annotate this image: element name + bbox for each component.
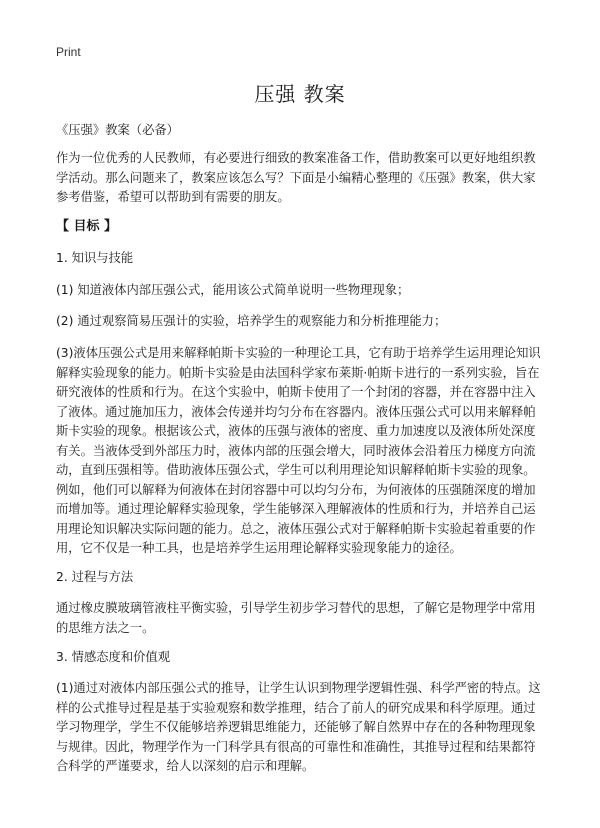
knowledge-item-2: (2) 通过观察简易压强计的实验，培养学生的观察能力和分析推理能力；: [56, 314, 447, 328]
intro-paragraph: 作为一位优秀的人民教师，有必要进行细致的教案准备工作，借助教案可以更好地组织教学活动。那么问题来了，教案应该怎么写？下面是小编精心整理的《压强》教案，供大家参考借鉴，希望可以帮助到有需要的朋友。: [56, 151, 536, 204]
method-paragraph: 通过橡皮膜玻璃管液柱平衡实验，引导学生初步学习替代的思想，了解它是物理学中常用的思维方法之一。: [56, 601, 536, 635]
doc-subtitle: 《压强》教案（必备）: [56, 123, 179, 137]
goal-heading: 【 目标 】: [56, 219, 118, 234]
section-knowledge-heading: 1. 知识与技能: [56, 251, 134, 265]
page-title: 压强 教案: [254, 82, 346, 106]
print-link[interactable]: Print: [56, 45, 81, 59]
knowledge-item-1: (1) 知道液体内部压强公式，能用该公式简单说明一些物理现象；: [56, 283, 410, 297]
section-method-heading: 2. 过程与方法: [56, 570, 134, 584]
attitude-paragraph: (1)通过对液体内部压强公式的推导，让学生认识到物理学逻辑性强、科学严密的特点。这样的公式推导过程是基于实验观察和数学推理，结合了前人的研究成果和科学原理。通过学习物理学，学生不仅能够培养逻辑思维能力，还能够了解自然界中存在的各种物理现象与规律。因此，物理学作为一门科学具有很高的可靠性和准确性，其推导过程和结果都符合科学的严谨要求，给人以深刻的启示和理解。: [56, 681, 541, 773]
section-attitude-heading: 3. 情感态度和价值观: [56, 650, 171, 664]
knowledge-item-3: (3)液体压强公式是用来解释帕斯卡实验的一种理论工具，它有助于培养学生运用理论知识解释实验现象的能力。帕斯卡实验是由法国科学家布莱斯·帕斯卡进行的一系列实验，旨在研究液体的性质和行为。在这个实验中，帕斯卡使用了一个封闭的容器，并在容器中注入了液体。通过施加压力，液体会传递并均匀分布在容器内。液体压强公式可以用来解释帕斯卡实验的现象。根据该公式，液体的压强与液体的密度、重力加速度以及液体所处深度有关。当液体受到外部压力时，液体内部的压强会增大，同时液体会沿着压力梯度方向流动，直到压强相等。借助液体压强公式，学生可以利用理论知识解释帕斯卡实验的现象。例如，他们可以解释为何液体在封闭容器中可以均匀分布，为何液体的压强随深度的增加而增加等。通过理论解释实验现象，学生能够深入理解液体的性质和行为，并培养自己运用理论知识解决实际问题的能力。总之，液体压强公式对于解释帕斯卡实验起着重要的作用，它不仅是一种工具，也是培养学生运用理论解释实验现象能力的途径。: [56, 346, 541, 555]
